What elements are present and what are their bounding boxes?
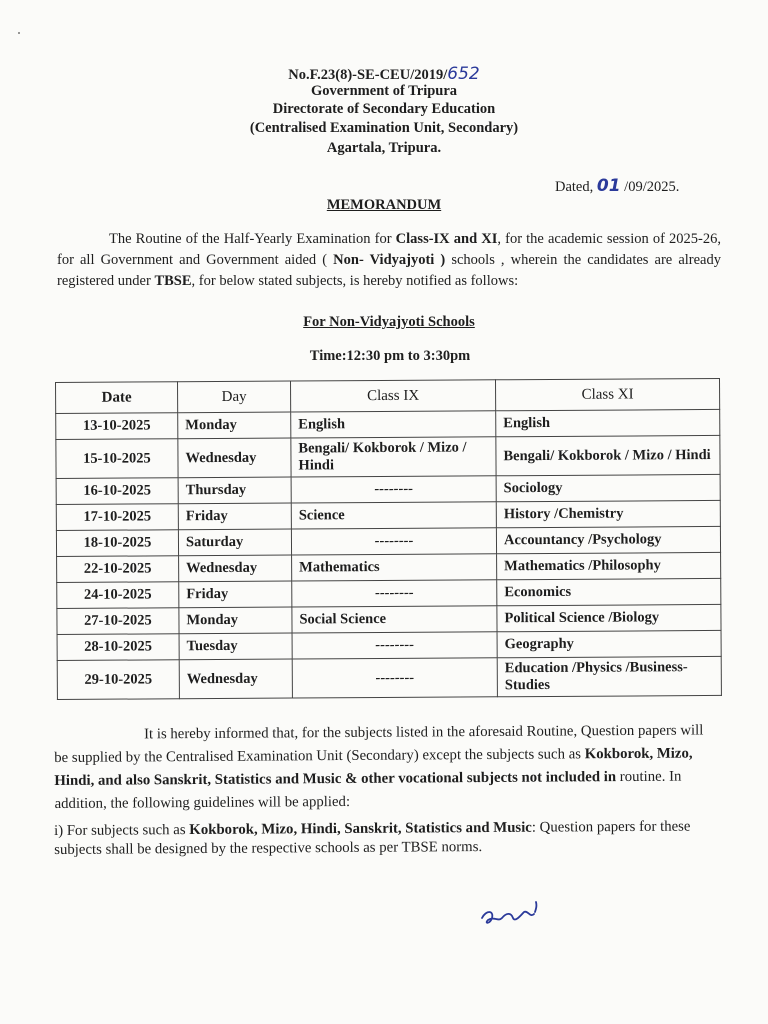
guideline-item-1: [54, 817, 724, 860]
cell-class-xi: Mathematics /Philosophy: [497, 552, 721, 579]
col-header-day: Day: [178, 381, 291, 413]
cell-day: Monday: [178, 412, 291, 439]
cell-date: 22-10-2025: [57, 556, 179, 583]
intro-paragraph: [57, 229, 721, 292]
table-row: [57, 630, 721, 660]
table-row: [56, 500, 720, 530]
cell-class-xi: Sociology: [496, 474, 720, 501]
cell-date: 13-10-2025: [56, 413, 178, 440]
cell-date: 18-10-2025: [56, 530, 178, 557]
schedule-subtitle: For Non-Vidyajyoti Schools: [303, 314, 475, 330]
cell-day: Wednesday: [179, 555, 292, 582]
para-excluded-subjects: Kokborok, Mizo, Hindi, and also Sanskrit, Statistics and Music & other vocational subjects not included in: [54, 745, 693, 789]
cell-class-ix: Social Science: [292, 606, 497, 633]
intro-text-1: The Routine of the Half-Yearly Examination for: [109, 231, 396, 247]
memo-title: MEMORANDUM: [326, 197, 442, 213]
guideline-text-1: i) For subjects such as: [54, 822, 190, 839]
cell-day: Wednesday: [178, 438, 291, 478]
question-paper-paragraph: [54, 719, 721, 816]
cell-class-ix: Bengali/ Kokborok / Mizo / Hindi: [291, 437, 496, 477]
col-header-date: Date: [56, 382, 178, 414]
cell-date: 17-10-2025: [56, 504, 178, 531]
guideline-subjects: Kokborok, Mizo, Hindi, Sanskrit, Statistics and Music: [189, 819, 532, 839]
cell-day: Wednesday: [179, 659, 292, 699]
cell-date: 15-10-2025: [56, 439, 178, 479]
header-directorate: Directorate of Secondary Education: [272, 101, 496, 117]
cell-class-xi: Political Science /Biology: [497, 604, 721, 631]
cell-day: Friday: [178, 503, 291, 530]
cell-class-ix: --------: [292, 658, 497, 698]
cell-class-xi: Geography: [497, 630, 721, 657]
exam-routine-table: [55, 378, 722, 700]
cell-day: Friday: [179, 581, 292, 608]
reference-number: [0, 64, 768, 84]
table-row: [57, 578, 721, 608]
cell-class-xi: Accountancy /Psychology: [496, 526, 720, 553]
header-location: Agartala, Tripura.: [326, 140, 442, 156]
para-text-3: routine. In addition, the following guidelines will be applied:: [54, 768, 682, 812]
cell-class-xi: Bengali/ Kokborok / Mizo / Hindi: [496, 435, 720, 475]
memo-date: [555, 176, 679, 196]
cell-class-xi: Education /Physics /Business- Studies: [497, 656, 721, 696]
cell-date: 28-10-2025: [57, 634, 179, 661]
date-suffix: /09/2025.: [624, 179, 680, 195]
cell-day: Monday: [179, 607, 292, 634]
table-row: [56, 526, 720, 556]
cell-class-ix: --------: [291, 476, 496, 503]
cell-day: Thursday: [178, 477, 291, 504]
cell-date: 27-10-2025: [57, 608, 179, 635]
cell-class-ix: --------: [291, 528, 496, 555]
para-text-1: It is hereby informed that, for the subjects listed in the aforesaid Routine, Question papers will be supplied by the Centralised Examination Unit (Secondary) except the subjects such as: [54, 722, 704, 766]
cell-class-ix: Science: [291, 502, 496, 529]
header-government: Government of Tripura: [310, 83, 458, 99]
cell-class-ix: --------: [292, 632, 497, 659]
cell-class-ix: Mathematics: [292, 554, 497, 581]
exam-time: Time:12:30 pm to 3:30pm: [309, 348, 471, 364]
col-header-class-ix: Class IX: [290, 380, 495, 412]
table-header-row: [56, 378, 720, 413]
date-day-handwritten: 01: [596, 176, 621, 196]
cell-date: 24-10-2025: [57, 582, 179, 609]
ref-number-handwritten: 652: [447, 64, 480, 84]
table-row: [57, 656, 721, 699]
cell-class-xi: English: [496, 409, 720, 436]
intro-text-3: , for the academic session of 2025-26, for all Government and Government aided (: [57, 231, 721, 268]
intro-school-type: Non- Vidyajyoti ): [333, 252, 446, 268]
date-prefix: Dated,: [555, 179, 594, 195]
cell-class-xi: History /Chemistry: [496, 500, 720, 527]
guideline-text-3: : Question papers for these subjects shall be designed by the respective schools as per TBSE norms.: [54, 818, 691, 858]
handwritten-initials: [478, 896, 550, 932]
table-row: [56, 409, 720, 439]
intro-text-5: schools , wherein the candidates are already registered under: [57, 252, 721, 289]
cell-day: Saturday: [178, 529, 291, 556]
cell-class-xi: Economics: [497, 578, 721, 605]
cell-class-ix: --------: [292, 580, 497, 607]
ref-number-text: No.F.23(8)-SE-CEU/2019/: [288, 67, 448, 83]
table-row: [57, 552, 721, 582]
intro-classes: Class-IX and XI: [395, 231, 498, 247]
col-header-class-xi: Class XI: [495, 378, 719, 410]
cell-date: 29-10-2025: [57, 660, 179, 700]
cell-class-ix: English: [291, 411, 496, 438]
intro-board: TBSE: [154, 273, 192, 289]
cell-day: Tuesday: [179, 633, 292, 660]
table-row: [56, 474, 720, 504]
table-row: [57, 604, 721, 634]
scan-speck: [18, 32, 20, 34]
header-unit: (Centralised Examination Unit, Secondary): [249, 120, 519, 136]
table-row: [56, 435, 720, 478]
cell-date: 16-10-2025: [56, 478, 178, 505]
intro-text-7: , for below stated subjects, is hereby notified as follows:: [191, 273, 519, 289]
